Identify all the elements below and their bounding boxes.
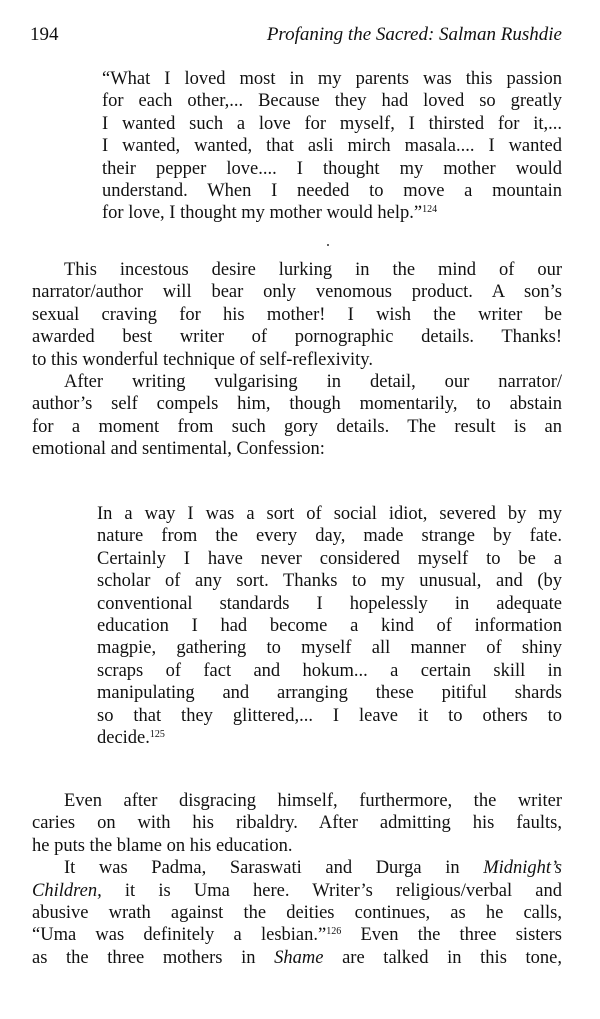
- para1-line: narrator/author will bear only venomous product. A son’s: [32, 282, 562, 303]
- para1-line: to this wonderful technique of self-reflexivity.: [32, 349, 373, 370]
- quote2-line: manipulating and arranging these pitiful shards: [97, 683, 562, 704]
- para1-line: This incestous desire lurking in the mind of our: [64, 260, 562, 280]
- paragraph-2: [32, 790, 562, 969]
- para2-line: caries on with his ribaldry. After admitting his faults,: [32, 813, 562, 834]
- quote2-text: decide.: [97, 728, 150, 749]
- quote2-line: so that they glittered,... I leave it to others to: [97, 705, 562, 726]
- book-title-midnights: Midnight’s: [483, 858, 562, 879]
- para2-text: It was Padma, Saraswati and Durga in: [64, 858, 460, 879]
- para1-line: emotional and sentimental, Confession:: [32, 439, 325, 460]
- quote1-line: I wanted such a love for myself, I thirsted for it,...: [102, 113, 562, 134]
- block-quote-1: [102, 68, 562, 225]
- para2-line-mixed: [32, 880, 562, 902]
- quote2-line: Certainly I have never considered myself to be a: [97, 548, 562, 569]
- page-header: [30, 24, 562, 50]
- para1-line: sexual craving for his mother! I wish the writer be: [32, 304, 562, 325]
- quote2-line: conventional standards I hopelessly in adequate: [97, 593, 562, 614]
- para2-text: as the three mothers in: [32, 947, 256, 968]
- quote1-line: their pepper love.... I thought my mother would: [102, 158, 562, 179]
- para2-line-mixed: [32, 857, 562, 879]
- book-title-children: Children,: [32, 880, 102, 901]
- page-number: 194: [30, 24, 59, 45]
- quote2-line: nature from the every day, made strange by fate.: [97, 526, 562, 547]
- para1-line: for a moment from such gory details. The result is an: [32, 416, 562, 437]
- quote2-line: education I had become a kind of information: [97, 616, 562, 637]
- para2-text: “Uma was definitely a lesbian.”: [32, 925, 327, 946]
- para2-line: Even after disgracing himself, furthermore, the writer: [64, 791, 562, 811]
- para2-line-mixed: [32, 947, 562, 969]
- para2-line: he puts the blame on his education.: [32, 835, 293, 856]
- quote1-line: understand. When I needed to move a mountain: [102, 181, 562, 202]
- para2-line: abusive wrath against the deities continues, as he calls,: [32, 903, 562, 924]
- quote2-line-last: [97, 727, 562, 749]
- book-title-shame: Shame: [274, 947, 324, 968]
- quote2-line: scraps of fact and hokum... a certain skill in: [97, 660, 562, 681]
- para1-line: awarded best writer of pornographic details. Thanks!: [32, 327, 562, 348]
- quote1-text: for love, I thought my mother would help.”: [102, 203, 423, 224]
- para2-text: are talked in this tone,: [323, 947, 562, 968]
- footnote-marker: 124: [422, 204, 438, 216]
- para1-line: After writing vulgarising in detail, our narrator/: [64, 372, 562, 393]
- quote2-line: scholar of any sort. Thanks to my unusual, and (by: [97, 571, 562, 592]
- para1-line: author’s self compels him, though momentarily, to abstain: [32, 394, 562, 415]
- stray-dot: [327, 244, 329, 246]
- paragraph-1: [32, 259, 562, 461]
- block-quote-2: [97, 503, 562, 749]
- quote1-line: “What I loved most in my parents was this passion: [102, 69, 562, 89]
- quote1-line: for each other,... Because they had loved so greatly: [102, 91, 562, 112]
- para2-text: it is Uma here. Writer’s religious/verbal and: [101, 880, 562, 901]
- para2-text: Even the three sisters: [341, 925, 562, 946]
- footnote-marker: 126: [326, 926, 342, 938]
- quote2-line: magpie, gathering to myself all manner of shiny: [97, 638, 562, 659]
- quote1-line-last: [102, 202, 562, 224]
- footnote-marker: 125: [149, 729, 165, 741]
- para2-line-mixed: [32, 924, 562, 946]
- quote2-line: In a way I was a sort of social idiot, severed by my: [97, 504, 562, 524]
- quote1-line: I wanted, wanted, that asli mirch masala.... I wanted: [102, 136, 562, 157]
- running-title: Profaning the Sacred: Salman Rushdie: [266, 24, 562, 45]
